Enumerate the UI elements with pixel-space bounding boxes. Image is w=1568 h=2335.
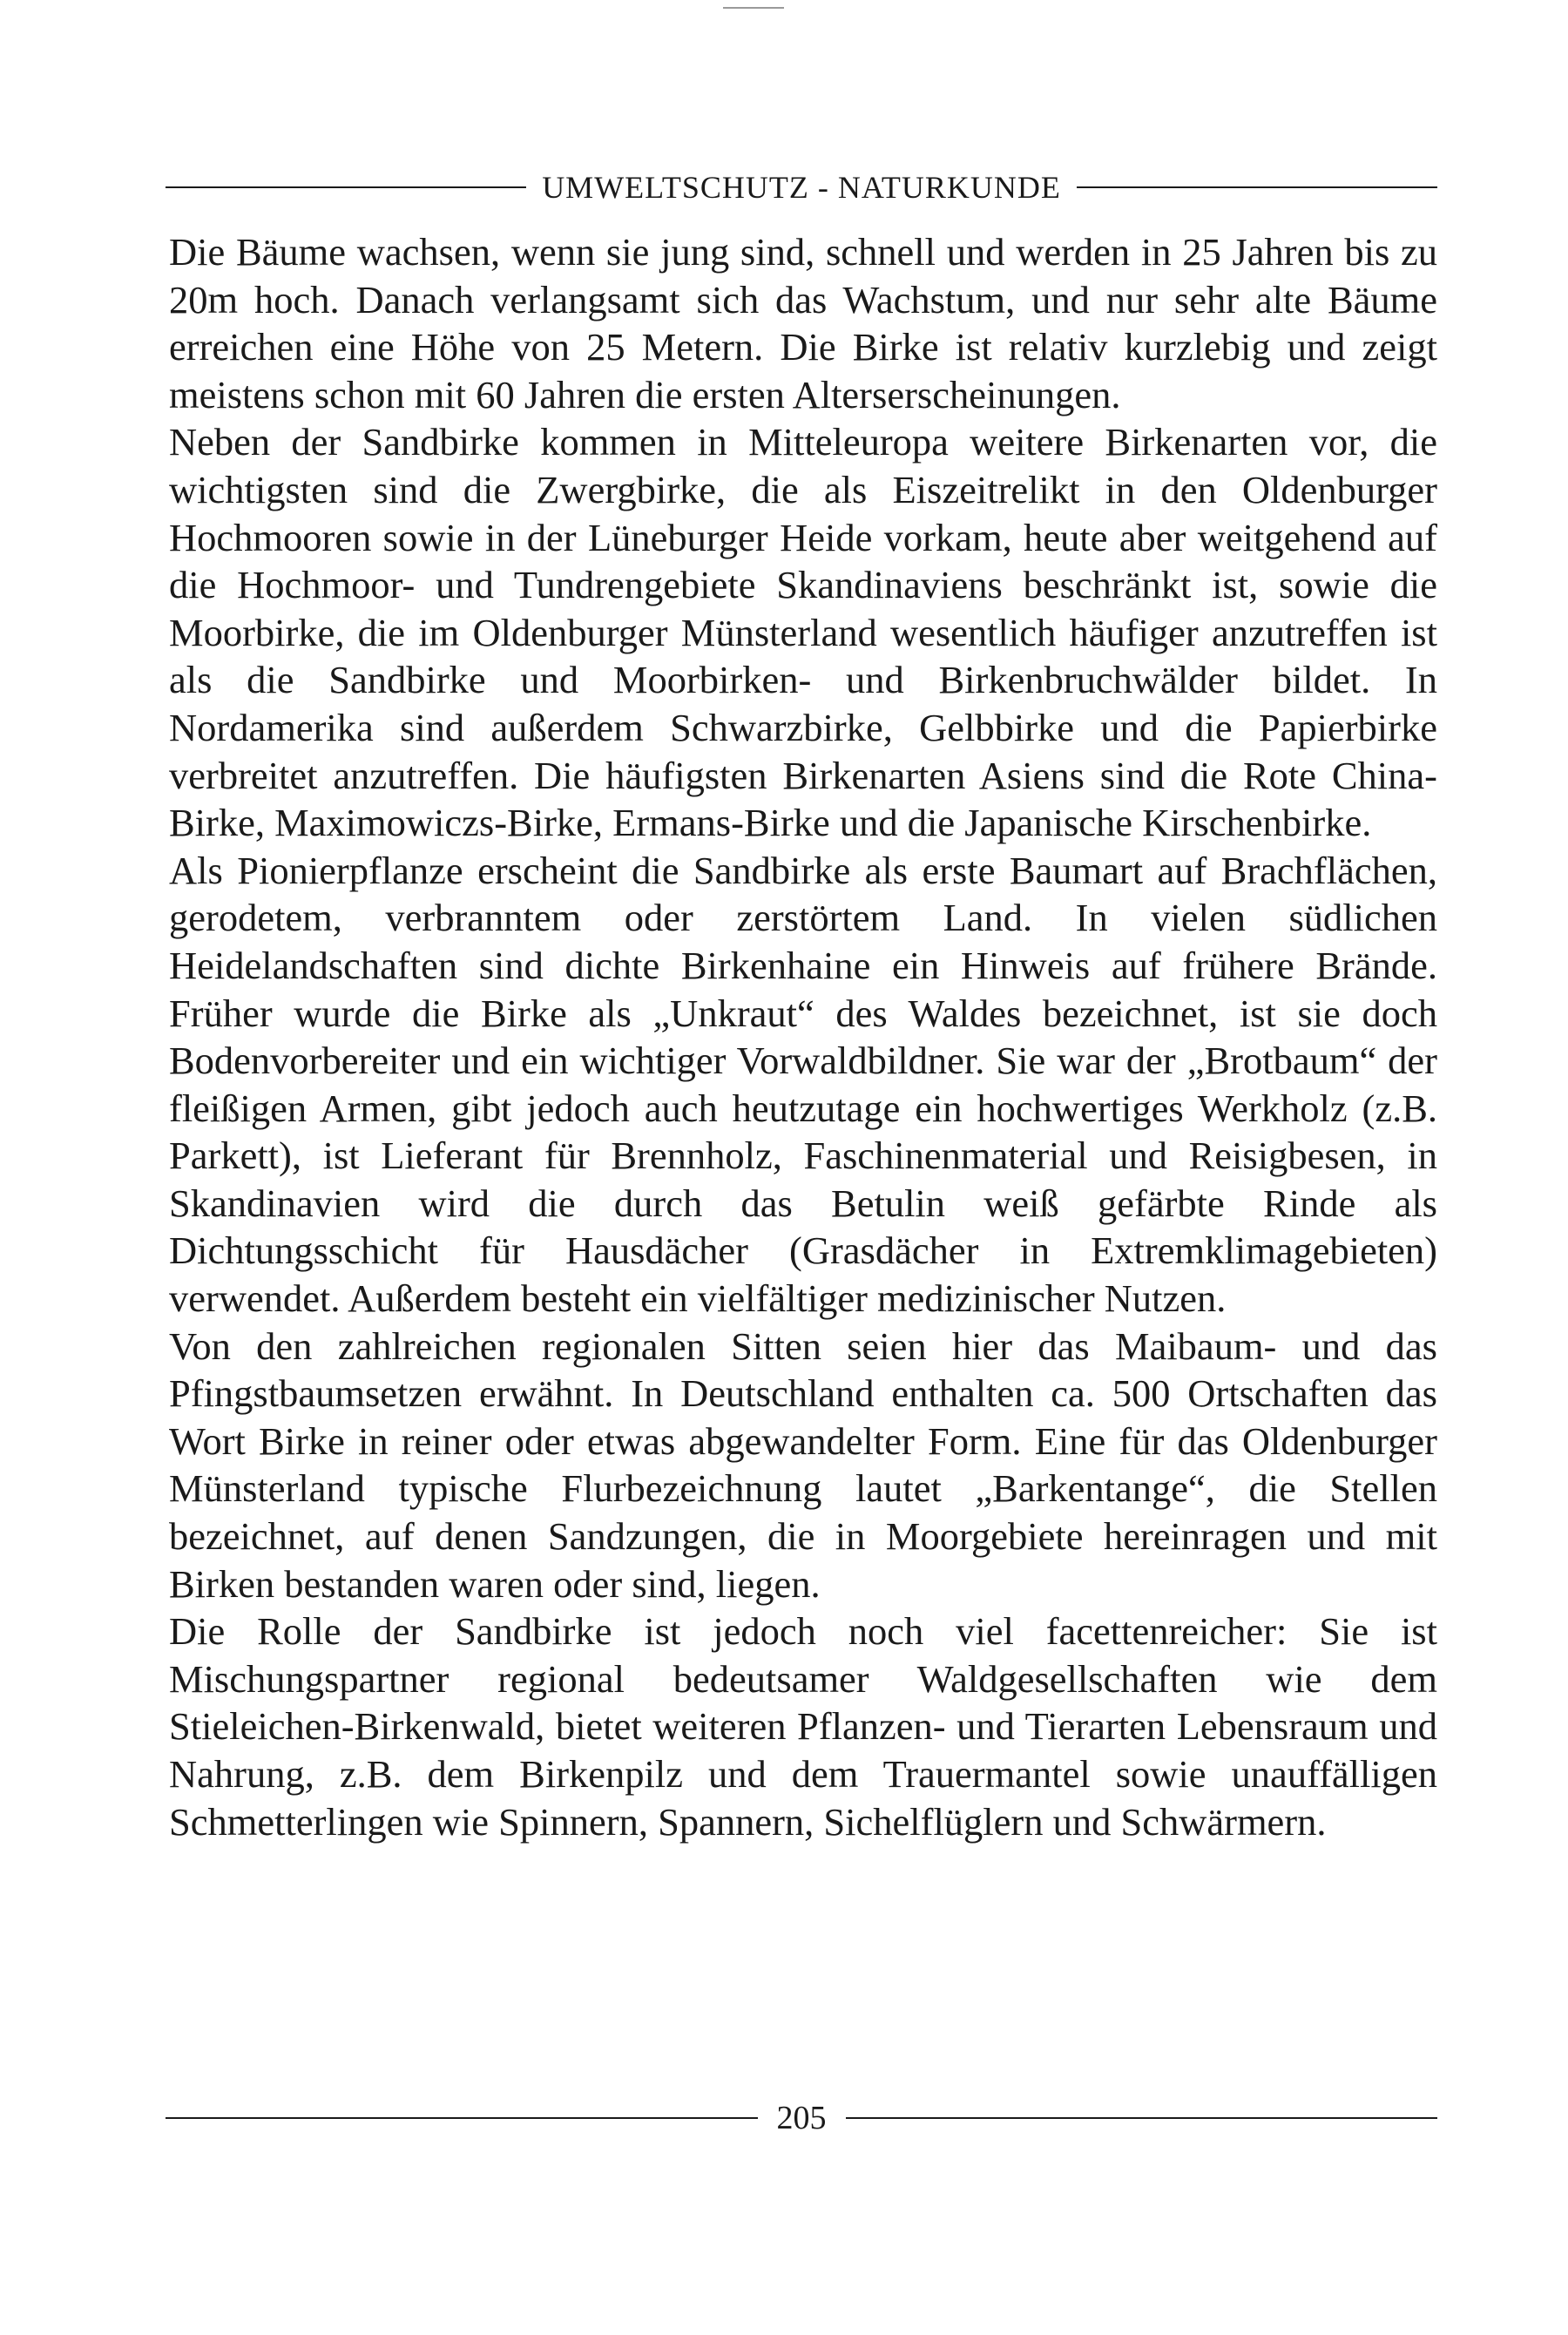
page-number: 205 (776, 2100, 827, 2136)
paragraph-pioneer-plant: Als Pionierpflanze erscheint die Sandbirke als erste Baumart auf Brachflächen, gerodetem, verbranntem oder zerstörtem Land. In vielen südlichen Heidelandschaften sind dichte Birkenhaine ein Hinweis auf frühere Brände. Früher wurde die Birke als „Unkraut“ des Waldes bezeichnet, ist sie doch Bodenvorbereiter und ein wichtiger Vorwaldbildner. Sie war der „Brotbaum“ der fleißigen Armen, gibt jedoch auch heutzutage ein hochwertiges Werkholz (z.B. Parkett), ist Lieferant für Brennholz, Faschinenmaterial und Reisigbesen, in Skandinavien wird die durch das Betulin weiß gefärbte Rinde als Dichtungsschicht für Hausdächer (Grasdächer in Extremklimagebieten) verwendet. Außerdem besteht ein vielfältiger medizinischer Nutzen. (169, 848, 1437, 1321)
paragraph-regional-customs: Von den zahlreichen regionalen Sitten seien hier das Maibaum- und das Pfingstbaumsetzen erwähnt. In Deutschland enthalten ca. 500 Ortschaften das Wort Birke in reiner oder etwas abgewandelter Form. Eine für das Oldenburger Münsterland typische Flurbezeichnung lautet „Barkentange“, die Stellen bezeichnet, auf denen Sandzungen, die in Moorgebiete hereinragen und mit Birken bestanden waren oder sind, liegen. (169, 1323, 1437, 1606)
page-footer (166, 2096, 1437, 2140)
page-body (169, 228, 1437, 1845)
paragraph-ecological-role: Die Rolle der Sandbirke ist jedoch noch viel facettenreicher: Sie ist Mischungspartner regional bedeutsamer Waldgesellschaften wie dem Stieleichen-Birkenwald, bietet weiteren Pflanzen- und Tierarten Lebensraum und Nahrung, z.B. dem Birkenpilz und dem Trauermantel sowie unauffälligen Schmetterlingen wie Spinnern, Spannern, Sichelflüglern und Schwärmern. (169, 1609, 1437, 1844)
running-header (166, 166, 1437, 209)
header-title: UMWELTSCHUTZ - NATURKUNDE (542, 170, 1061, 205)
header-rule-right (1077, 186, 1437, 188)
scan-top-mark (723, 7, 784, 9)
header-rule-left (166, 186, 526, 188)
paragraph-birch-species: Neben der Sandbirke kommen in Mitteleuropa weitere Birkenarten vor, die wichtigsten sind die Zwergbirke, die als Eiszeitrelikt in den Oldenburger Hochmooren sowie in der Lüneburger Heide vorkam, heute aber weitgehend auf die Hochmoor- und Tundrengebiete Skandinaviens beschränkt ist, sowie die Moorbirke, die im Oldenburger Münsterland wesentlich häufiger anzutreffen ist als die Sandbirke und Moorbirken- und Birkenbruchwälder bildet. In Nordamerika sind außerdem Schwarzbirke, Gelbbirke und die Papierbirke verbreitet anzutreffen. Die häufigsten Birkenarten Asiens sind die Rote China-Birke, Maximowiczs-Birke, Ermans-Birke und die Japanische Kirschenbirke. (169, 420, 1437, 845)
paragraph-tree-growth: Die Bäume wachsen, wenn sie jung sind, schnell und werden in 25 Jahren bis zu 20m hoch. Danach verlangsamt sich das Wachstum, und nur sehr alte Bäume erreichen eine Höhe von 25 Metern. Die Birke ist relativ kurzlebig und zeigt meistens schon mit 60 Jahren die ersten Alterserscheinungen. (169, 230, 1437, 416)
footer-rule-right (846, 2117, 1438, 2119)
footer-rule-left (166, 2117, 758, 2119)
